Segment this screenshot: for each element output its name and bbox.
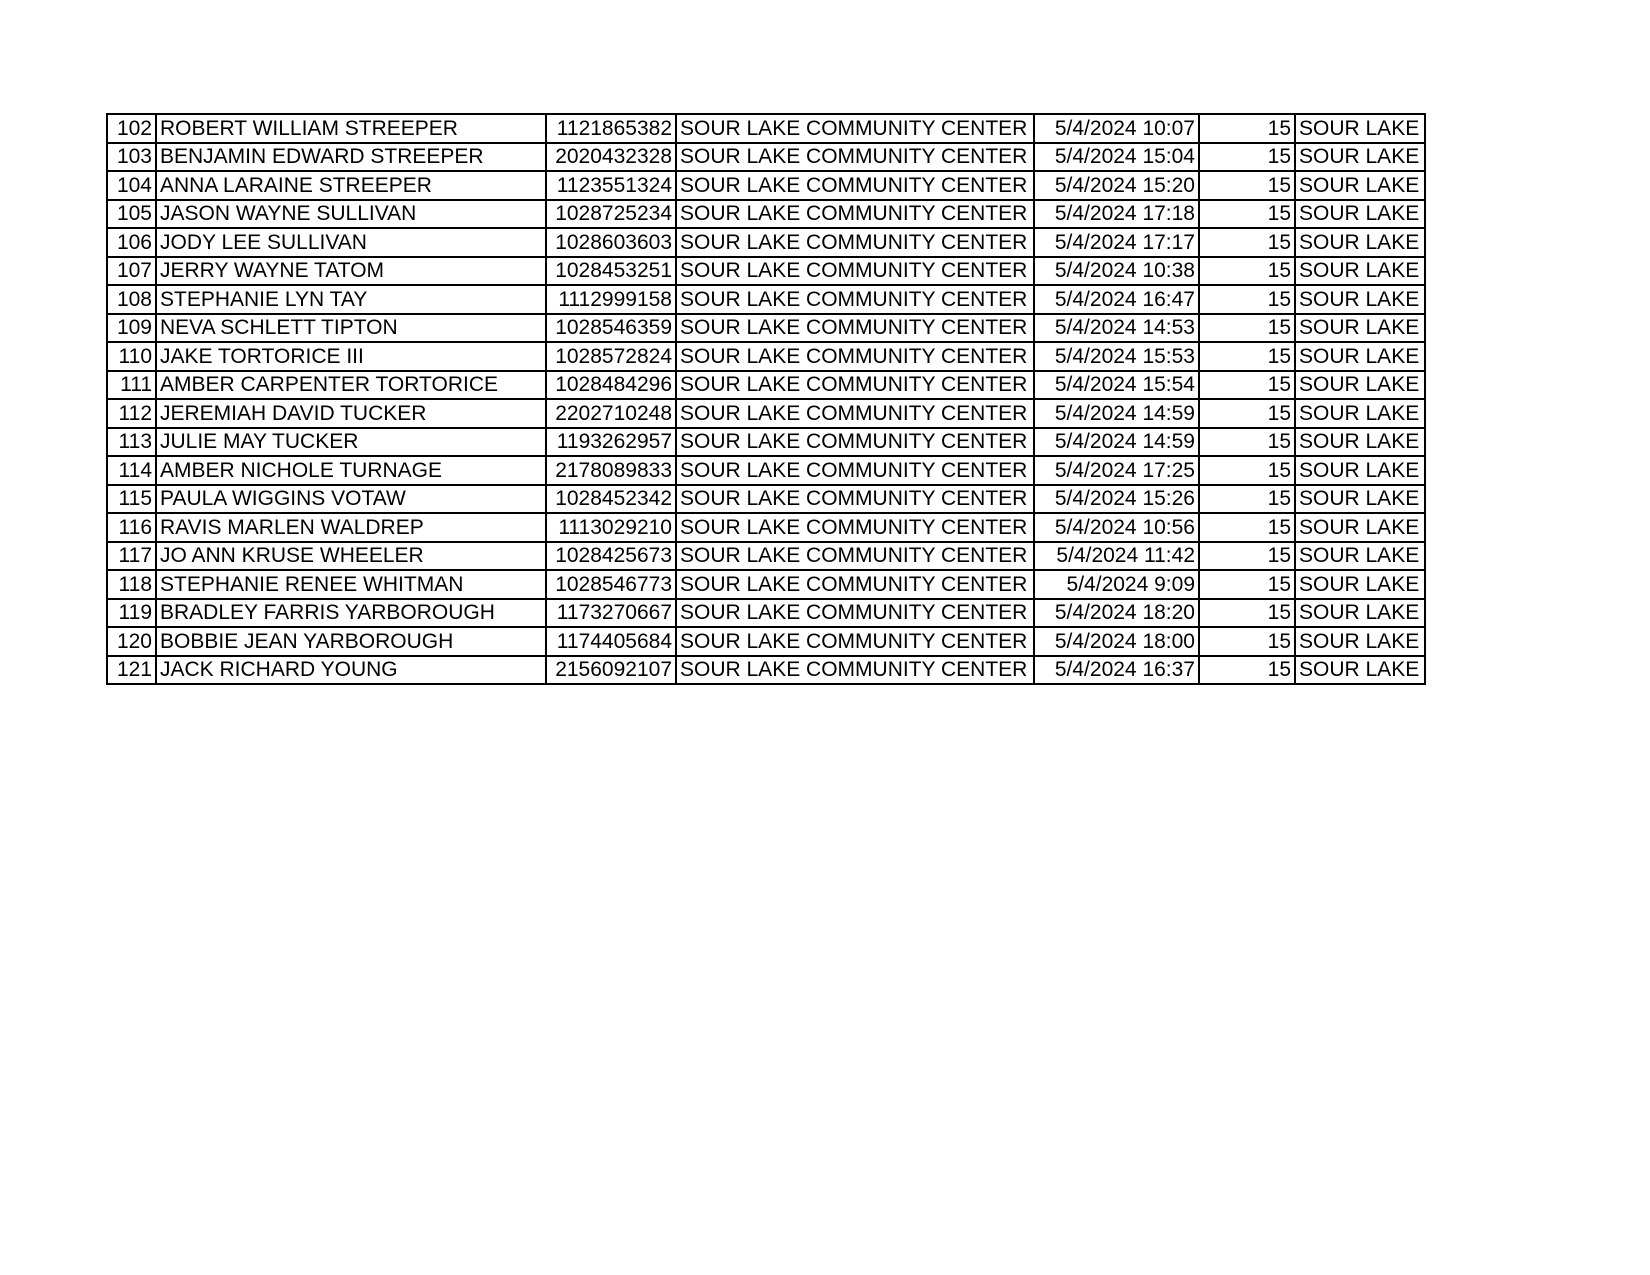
roster-sheet bbox=[106, 113, 1426, 685]
row-number: 104 bbox=[107, 171, 156, 200]
table-row bbox=[107, 542, 1425, 571]
polling-location: SOUR LAKE COMMUNITY CENTER bbox=[676, 285, 1034, 314]
precinct-number: 15 bbox=[1199, 143, 1295, 172]
voter-id: 1028425673 bbox=[546, 542, 676, 571]
voter-id: 1028546773 bbox=[546, 570, 676, 599]
precinct-number: 15 bbox=[1199, 570, 1295, 599]
polling-location: SOUR LAKE COMMUNITY CENTER bbox=[676, 513, 1034, 542]
city-name: SOUR LAKE bbox=[1295, 228, 1425, 257]
voter-name: BOBBIE JEAN YARBOROUGH bbox=[156, 627, 546, 656]
voter-id: 1028452342 bbox=[546, 485, 676, 514]
roster-table bbox=[106, 113, 1426, 685]
voter-name: AMBER CARPENTER TORTORICE bbox=[156, 371, 546, 400]
vote-datetime: 5/4/2024 14:59 bbox=[1034, 399, 1199, 428]
table-row bbox=[107, 285, 1425, 314]
row-number: 105 bbox=[107, 200, 156, 229]
row-number: 119 bbox=[107, 599, 156, 628]
city-name: SOUR LAKE bbox=[1295, 342, 1425, 371]
voter-name: BENJAMIN EDWARD STREEPER bbox=[156, 143, 546, 172]
table-row bbox=[107, 171, 1425, 200]
voter-name: STEPHANIE RENEE WHITMAN bbox=[156, 570, 546, 599]
voter-id: 1173270667 bbox=[546, 599, 676, 628]
row-number: 102 bbox=[107, 114, 156, 143]
table-row bbox=[107, 143, 1425, 172]
precinct-number: 15 bbox=[1199, 399, 1295, 428]
table-row bbox=[107, 570, 1425, 599]
row-number: 103 bbox=[107, 143, 156, 172]
polling-location: SOUR LAKE COMMUNITY CENTER bbox=[676, 627, 1034, 656]
precinct-number: 15 bbox=[1199, 542, 1295, 571]
table-row bbox=[107, 428, 1425, 457]
voter-id: 2202710248 bbox=[546, 399, 676, 428]
vote-datetime: 5/4/2024 11:42 bbox=[1034, 542, 1199, 571]
vote-datetime: 5/4/2024 15:54 bbox=[1034, 371, 1199, 400]
voter-name: RAVIS MARLEN WALDREP bbox=[156, 513, 546, 542]
polling-location: SOUR LAKE COMMUNITY CENTER bbox=[676, 314, 1034, 343]
voter-id: 1123551324 bbox=[546, 171, 676, 200]
polling-location: SOUR LAKE COMMUNITY CENTER bbox=[676, 143, 1034, 172]
table-row bbox=[107, 371, 1425, 400]
voter-name: STEPHANIE LYN TAY bbox=[156, 285, 546, 314]
vote-datetime: 5/4/2024 15:26 bbox=[1034, 485, 1199, 514]
city-name: SOUR LAKE bbox=[1295, 485, 1425, 514]
voter-id: 1174405684 bbox=[546, 627, 676, 656]
row-number: 108 bbox=[107, 285, 156, 314]
voter-name: JULIE MAY TUCKER bbox=[156, 428, 546, 457]
vote-datetime: 5/4/2024 18:00 bbox=[1034, 627, 1199, 656]
voter-name: BRADLEY FARRIS YARBOROUGH bbox=[156, 599, 546, 628]
precinct-number: 15 bbox=[1199, 371, 1295, 400]
voter-id: 1113029210 bbox=[546, 513, 676, 542]
precinct-number: 15 bbox=[1199, 656, 1295, 685]
city-name: SOUR LAKE bbox=[1295, 627, 1425, 656]
table-row bbox=[107, 599, 1425, 628]
polling-location: SOUR LAKE COMMUNITY CENTER bbox=[676, 456, 1034, 485]
vote-datetime: 5/4/2024 14:59 bbox=[1034, 428, 1199, 457]
city-name: SOUR LAKE bbox=[1295, 114, 1425, 143]
vote-datetime: 5/4/2024 17:25 bbox=[1034, 456, 1199, 485]
table-row bbox=[107, 627, 1425, 656]
city-name: SOUR LAKE bbox=[1295, 371, 1425, 400]
row-number: 116 bbox=[107, 513, 156, 542]
vote-datetime: 5/4/2024 16:37 bbox=[1034, 656, 1199, 685]
voter-id: 1193262957 bbox=[546, 428, 676, 457]
table-row bbox=[107, 200, 1425, 229]
voter-name: JASON WAYNE SULLIVAN bbox=[156, 200, 546, 229]
voter-name: JO ANN KRUSE WHEELER bbox=[156, 542, 546, 571]
precinct-number: 15 bbox=[1199, 485, 1295, 514]
polling-location: SOUR LAKE COMMUNITY CENTER bbox=[676, 342, 1034, 371]
city-name: SOUR LAKE bbox=[1295, 542, 1425, 571]
city-name: SOUR LAKE bbox=[1295, 428, 1425, 457]
vote-datetime: 5/4/2024 17:18 bbox=[1034, 200, 1199, 229]
voter-name: JERRY WAYNE TATOM bbox=[156, 257, 546, 286]
polling-location: SOUR LAKE COMMUNITY CENTER bbox=[676, 371, 1034, 400]
polling-location: SOUR LAKE COMMUNITY CENTER bbox=[676, 599, 1034, 628]
precinct-number: 15 bbox=[1199, 314, 1295, 343]
polling-location: SOUR LAKE COMMUNITY CENTER bbox=[676, 399, 1034, 428]
precinct-number: 15 bbox=[1199, 200, 1295, 229]
voter-id: 1028453251 bbox=[546, 257, 676, 286]
precinct-number: 15 bbox=[1199, 228, 1295, 257]
row-number: 112 bbox=[107, 399, 156, 428]
city-name: SOUR LAKE bbox=[1295, 513, 1425, 542]
row-number: 117 bbox=[107, 542, 156, 571]
polling-location: SOUR LAKE COMMUNITY CENTER bbox=[676, 200, 1034, 229]
voter-name: JACK RICHARD YOUNG bbox=[156, 656, 546, 685]
table-row bbox=[107, 399, 1425, 428]
vote-datetime: 5/4/2024 15:20 bbox=[1034, 171, 1199, 200]
polling-location: SOUR LAKE COMMUNITY CENTER bbox=[676, 570, 1034, 599]
city-name: SOUR LAKE bbox=[1295, 285, 1425, 314]
roster-body bbox=[107, 114, 1425, 684]
precinct-number: 15 bbox=[1199, 342, 1295, 371]
voter-id: 1121865382 bbox=[546, 114, 676, 143]
precinct-number: 15 bbox=[1199, 171, 1295, 200]
city-name: SOUR LAKE bbox=[1295, 399, 1425, 428]
polling-location: SOUR LAKE COMMUNITY CENTER bbox=[676, 656, 1034, 685]
voter-name: ROBERT WILLIAM STREEPER bbox=[156, 114, 546, 143]
row-number: 113 bbox=[107, 428, 156, 457]
polling-location: SOUR LAKE COMMUNITY CENTER bbox=[676, 542, 1034, 571]
precinct-number: 15 bbox=[1199, 114, 1295, 143]
row-number: 106 bbox=[107, 228, 156, 257]
precinct-number: 15 bbox=[1199, 599, 1295, 628]
precinct-number: 15 bbox=[1199, 285, 1295, 314]
voter-id: 2156092107 bbox=[546, 656, 676, 685]
table-row bbox=[107, 257, 1425, 286]
vote-datetime: 5/4/2024 15:04 bbox=[1034, 143, 1199, 172]
vote-datetime: 5/4/2024 10:07 bbox=[1034, 114, 1199, 143]
voter-name: NEVA SCHLETT TIPTON bbox=[156, 314, 546, 343]
city-name: SOUR LAKE bbox=[1295, 570, 1425, 599]
precinct-number: 15 bbox=[1199, 513, 1295, 542]
row-number: 120 bbox=[107, 627, 156, 656]
voter-name: JEREMIAH DAVID TUCKER bbox=[156, 399, 546, 428]
polling-location: SOUR LAKE COMMUNITY CENTER bbox=[676, 485, 1034, 514]
vote-datetime: 5/4/2024 17:17 bbox=[1034, 228, 1199, 257]
table-row bbox=[107, 114, 1425, 143]
table-row bbox=[107, 456, 1425, 485]
city-name: SOUR LAKE bbox=[1295, 656, 1425, 685]
table-row bbox=[107, 314, 1425, 343]
voter-name: JAKE TORTORICE III bbox=[156, 342, 546, 371]
row-number: 121 bbox=[107, 656, 156, 685]
table-row bbox=[107, 228, 1425, 257]
voter-id: 1028725234 bbox=[546, 200, 676, 229]
voter-name: PAULA WIGGINS VOTAW bbox=[156, 485, 546, 514]
table-row bbox=[107, 513, 1425, 542]
precinct-number: 15 bbox=[1199, 456, 1295, 485]
row-number: 114 bbox=[107, 456, 156, 485]
voter-id: 2178089833 bbox=[546, 456, 676, 485]
table-row bbox=[107, 656, 1425, 685]
voter-id: 1028484296 bbox=[546, 371, 676, 400]
voter-id: 1112999158 bbox=[546, 285, 676, 314]
table-row bbox=[107, 485, 1425, 514]
table-row bbox=[107, 342, 1425, 371]
vote-datetime: 5/4/2024 18:20 bbox=[1034, 599, 1199, 628]
city-name: SOUR LAKE bbox=[1295, 314, 1425, 343]
row-number: 115 bbox=[107, 485, 156, 514]
vote-datetime: 5/4/2024 10:38 bbox=[1034, 257, 1199, 286]
vote-datetime: 5/4/2024 10:56 bbox=[1034, 513, 1199, 542]
row-number: 118 bbox=[107, 570, 156, 599]
polling-location: SOUR LAKE COMMUNITY CENTER bbox=[676, 171, 1034, 200]
city-name: SOUR LAKE bbox=[1295, 599, 1425, 628]
vote-datetime: 5/4/2024 14:53 bbox=[1034, 314, 1199, 343]
voter-name: AMBER NICHOLE TURNAGE bbox=[156, 456, 546, 485]
row-number: 109 bbox=[107, 314, 156, 343]
voter-id: 1028603603 bbox=[546, 228, 676, 257]
polling-location: SOUR LAKE COMMUNITY CENTER bbox=[676, 228, 1034, 257]
vote-datetime: 5/4/2024 16:47 bbox=[1034, 285, 1199, 314]
row-number: 111 bbox=[107, 371, 156, 400]
voter-id: 1028572824 bbox=[546, 342, 676, 371]
polling-location: SOUR LAKE COMMUNITY CENTER bbox=[676, 428, 1034, 457]
voter-name: ANNA LARAINE STREEPER bbox=[156, 171, 546, 200]
vote-datetime: 5/4/2024 15:53 bbox=[1034, 342, 1199, 371]
city-name: SOUR LAKE bbox=[1295, 171, 1425, 200]
voter-id: 1028546359 bbox=[546, 314, 676, 343]
city-name: SOUR LAKE bbox=[1295, 200, 1425, 229]
city-name: SOUR LAKE bbox=[1295, 456, 1425, 485]
city-name: SOUR LAKE bbox=[1295, 257, 1425, 286]
voter-name: JODY LEE SULLIVAN bbox=[156, 228, 546, 257]
precinct-number: 15 bbox=[1199, 257, 1295, 286]
vote-datetime: 5/4/2024 9:09 bbox=[1034, 570, 1199, 599]
row-number: 110 bbox=[107, 342, 156, 371]
city-name: SOUR LAKE bbox=[1295, 143, 1425, 172]
row-number: 107 bbox=[107, 257, 156, 286]
polling-location: SOUR LAKE COMMUNITY CENTER bbox=[676, 114, 1034, 143]
polling-location: SOUR LAKE COMMUNITY CENTER bbox=[676, 257, 1034, 286]
voter-id: 2020432328 bbox=[546, 143, 676, 172]
precinct-number: 15 bbox=[1199, 627, 1295, 656]
precinct-number: 15 bbox=[1199, 428, 1295, 457]
